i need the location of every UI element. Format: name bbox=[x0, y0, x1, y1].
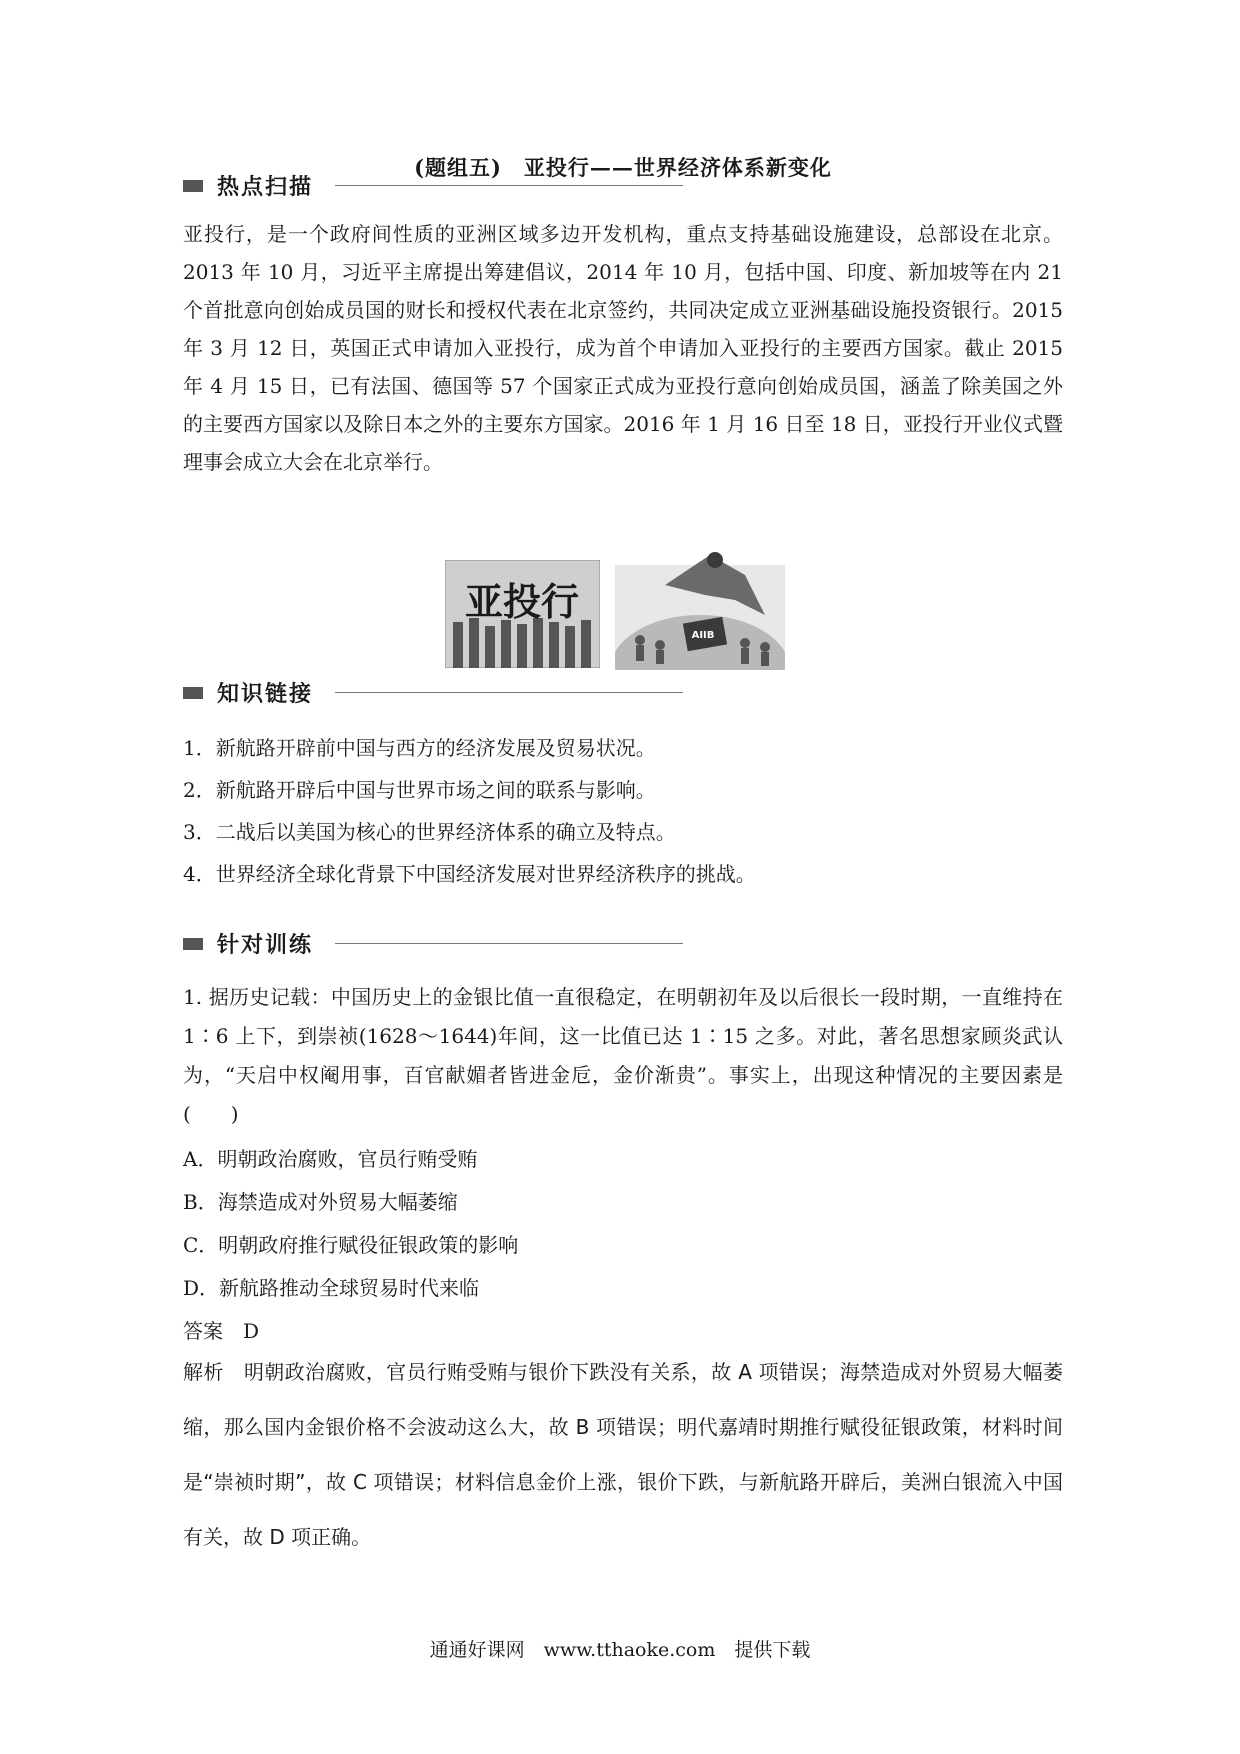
hands-image-icon bbox=[445, 560, 600, 668]
list-item: 3．二战后以美国为核心的世界经济体系的确立及特点。 bbox=[183, 820, 676, 844]
knowledge-list bbox=[183, 727, 1063, 895]
option-b: B．海禁造成对外贸易大幅萎缩 bbox=[183, 1190, 458, 1214]
list-item: 2．新航路开辟后中国与世界市场之间的联系与影响。 bbox=[183, 778, 656, 802]
list-item: 1．新航路开辟前中国与西方的经济发展及贸易状况。 bbox=[183, 736, 656, 760]
section-rule bbox=[335, 943, 683, 944]
cartoon-label: AIIB bbox=[691, 630, 715, 641]
section-title: 针对训练 bbox=[217, 933, 314, 958]
section-title: 知识链接 bbox=[217, 682, 314, 707]
question-stem: 1. 据历史记载：中国历史上的金银比值一直很稳定，在明朝初年及以后很长一段时期，一直维持在 1∶6 上下，到崇祯(1628～1644)年间，这一比值已达 1∶15 之多。对此，著名思想家顾炎武认为，“天启中权阉用事，百官献媚者皆进金卮，金价渐贵”。事实上，出现这种情况的主要因素是( ) bbox=[183, 985, 1063, 1126]
section-hot-header bbox=[183, 170, 683, 201]
section-marker-icon bbox=[183, 180, 203, 192]
option-c: C．明朝政府推行赋役征银政策的影响 bbox=[183, 1233, 519, 1257]
option-d: D．新航路推动全球贸易时代来临 bbox=[183, 1276, 480, 1300]
section-title: 热点扫描 bbox=[217, 175, 314, 200]
section-rule bbox=[335, 185, 683, 186]
section-marker-icon bbox=[183, 938, 203, 950]
list-item: 4．世界经济全球化背景下中国经济发展对世界经济秩序的挑战。 bbox=[183, 862, 756, 886]
cartoon-image-icon bbox=[615, 545, 785, 670]
aiib-cartoon-image bbox=[615, 545, 785, 674]
answer-line: 答案 D bbox=[183, 1319, 260, 1343]
intro-paragraph: 亚投行，是一个政府间性质的亚洲区域多边开发机构，重点支持基础设施建设，总部设在北京。2013 年 10 月，习近平主席提出筹建倡议，2014 年 10 月，包括中国、印度、新加坡等在内 21 个首批意向创始成员国的财长和授权代表在北京签约，共同决定成立亚洲基础设施投资银行。2015 年 3 月 12 日，英国正式申请加入亚投行，成为首个申请加入亚投行的主要西方国家。截止 2015 年 4 月 15 日，已有法国、德国等 57 个国家正式成为亚投行意向创始成员国，涵盖了除美国之外的主要西方国家以及除日本之外的主要东方国家。2016 年 1 月 16 日至 18 日，亚投行开业仪式暨理事会成立大会在北京举行。 bbox=[183, 222, 1063, 474]
aiib-text-image bbox=[445, 560, 600, 672]
section-rule bbox=[335, 692, 683, 693]
image-caption-text: 亚投行 bbox=[464, 580, 580, 624]
page-footer: 通通好课网 www.tthaoke.com 提供下载 bbox=[429, 1639, 811, 1661]
section-marker-icon bbox=[183, 687, 203, 699]
page-title: (题组五) 亚投行——世界经济体系新变化 bbox=[414, 155, 832, 180]
section-training-header bbox=[183, 928, 683, 959]
analysis-paragraph: 解析 明朝政治腐败，官员行贿受贿与银价下跌没有关系，故 A 项错误；海禁造成对外贸易大幅萎缩，那么国内金银价格不会波动这么大，故 B 项错误；明代嘉靖时期推行赋役征银政策，材料时间是“崇祯时期”，故 C 项错误；材料信息金价上涨，银价下跌，与新航路开辟后，美洲白银流入中国有关，故 D 项正确。 bbox=[183, 1360, 1063, 1549]
question-options bbox=[183, 1138, 518, 1353]
option-a: A．明朝政治腐败，官员行贿受贿 bbox=[183, 1147, 478, 1171]
section-knowledge-header bbox=[183, 677, 683, 708]
